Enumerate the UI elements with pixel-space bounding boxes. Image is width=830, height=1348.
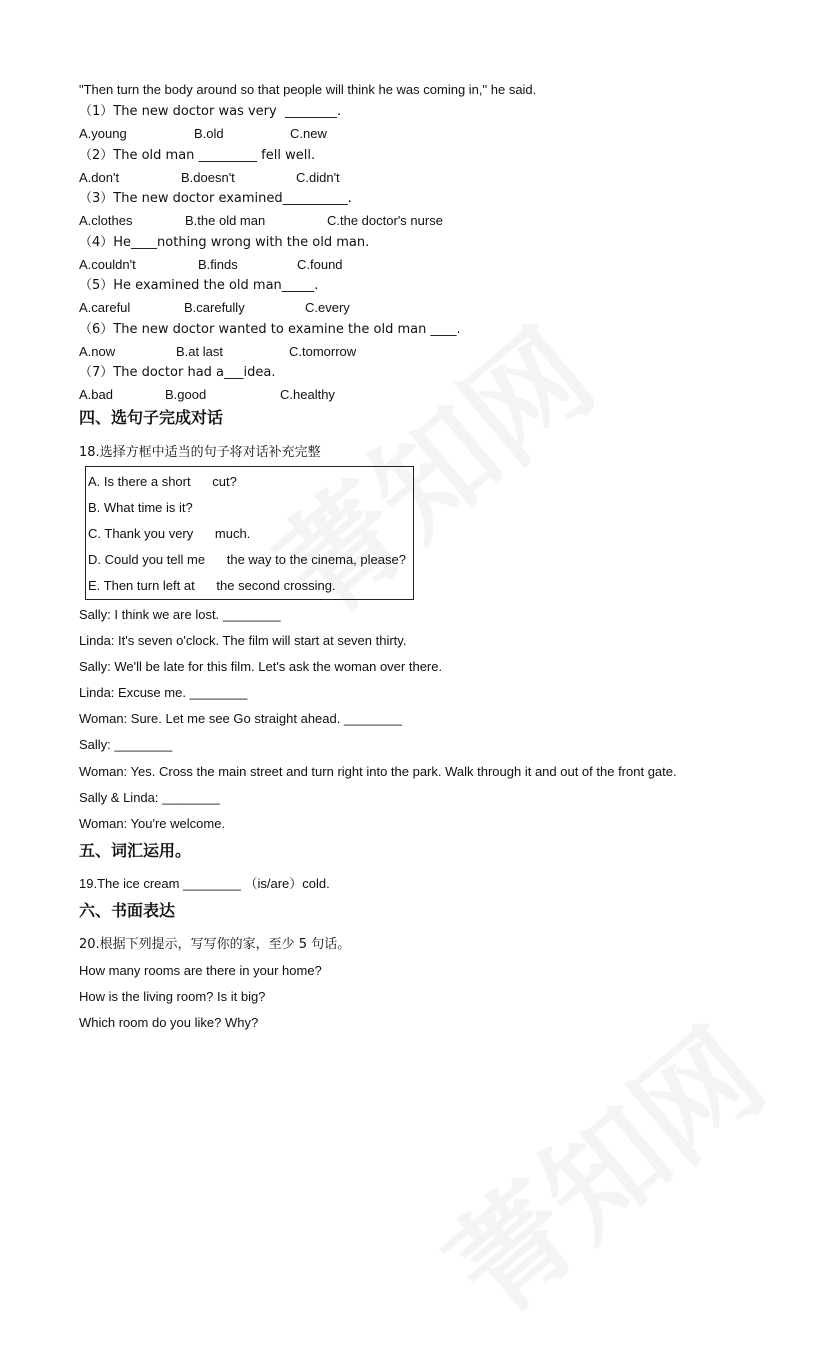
q3-option-c: C.the doctor's nurse	[327, 213, 443, 228]
q5-option-a: A.careful	[79, 300, 131, 315]
question-6: （6）The new doctor wanted to examine the old man ____.	[79, 322, 461, 337]
box-option-b: B. What time is it?	[88, 500, 193, 515]
q2-option-b: B.doesn't	[181, 170, 235, 185]
box-option-d: D. Could you tell me the way to the cinema, please?	[88, 552, 406, 567]
section-5-title: 五、词汇运用。	[79, 841, 192, 860]
q20-hint-3: Which room do you like? Why?	[79, 1015, 259, 1030]
dialogue-line-9: Woman: You're welcome.	[79, 816, 226, 831]
q5-option-b: B.carefully	[184, 300, 245, 315]
box-option-e: E. Then turn left at the second crossing.	[88, 578, 336, 593]
q2-option-c: C.didn't	[296, 170, 340, 185]
q3-option-b: B.the old man	[185, 213, 266, 228]
q7-option-b: B.good	[165, 387, 207, 402]
box-option-c: C. Thank you very much.	[88, 526, 251, 541]
q4-option-a: A.couldn't	[79, 257, 136, 272]
question-20-prompt: 20.根据下列提示，写写你的家，至少 5 句话。	[79, 937, 351, 952]
dialogue-line-3: Sally: We'll be late for this film. Let's ask the woman over there.	[79, 659, 443, 674]
dialogue-line-4: Linda: Excuse me. ________	[79, 685, 248, 700]
q20-hint-1: How many rooms are there in your home?	[79, 963, 322, 978]
question-18-prompt: 18.选择方框中适当的句子将对话补充完整	[79, 445, 321, 460]
box-option-a: A. Is there a short cut?	[88, 474, 237, 489]
section-4-title: 四、选句子完成对话	[79, 408, 224, 427]
q6-option-c: C.tomorrow	[289, 344, 357, 359]
question-19: 19.The ice cream ________ （is/are）cold.	[79, 876, 330, 891]
q6-option-b: B.at last	[176, 344, 223, 359]
question-3: （3）The new doctor examined__________.	[79, 191, 352, 206]
q7-option-a: A.bad	[79, 387, 113, 402]
dialogue-line-8: Sally & Linda: ________	[79, 790, 220, 805]
question-2: （2）The old man _________ fell well.	[79, 148, 316, 163]
q7-option-c: C.healthy	[280, 387, 335, 402]
question-4: （4）He____nothing wrong with the old man.	[79, 235, 370, 250]
dialogue-line-7: Woman: Yes. Cross the main street and turn right into the park. Walk through it and out of the front gate.	[79, 764, 677, 779]
q6-option-a: A.now	[79, 344, 116, 359]
q1-option-c: C.new	[290, 126, 327, 141]
question-5: （5）He examined the old man_____.	[79, 278, 319, 293]
intro-line: "Then turn the body around so that people will think he was coming in," he said.	[79, 82, 537, 97]
question-1: （1）The new doctor was very ________.	[79, 104, 342, 119]
q4-option-b: B.finds	[198, 257, 238, 272]
watermark	[407, 984, 793, 1347]
q2-option-a: A.don't	[79, 170, 120, 185]
dialogue-line-2: Linda: It's seven o'clock. The film will start at seven thirty.	[79, 633, 407, 648]
dialogue-line-1: Sally: I think we are lost. ________	[79, 607, 281, 622]
dialogue-line-5: Woman: Sure. Let me see Go straight ahead. ________	[79, 711, 402, 726]
q5-option-c: C.every	[305, 300, 350, 315]
q3-option-a: A.clothes	[79, 213, 133, 228]
q4-option-c: C.found	[297, 257, 343, 272]
dialogue-line-6: Sally: ________	[79, 737, 173, 752]
q1-option-b: B.old	[194, 126, 224, 141]
q1-option-a: A.young	[79, 126, 127, 141]
section-6-title: 六、书面表达	[79, 901, 176, 920]
q20-hint-2: How is the living room? Is it big?	[79, 989, 266, 1004]
question-7: （7）The doctor had a___idea.	[79, 365, 276, 380]
